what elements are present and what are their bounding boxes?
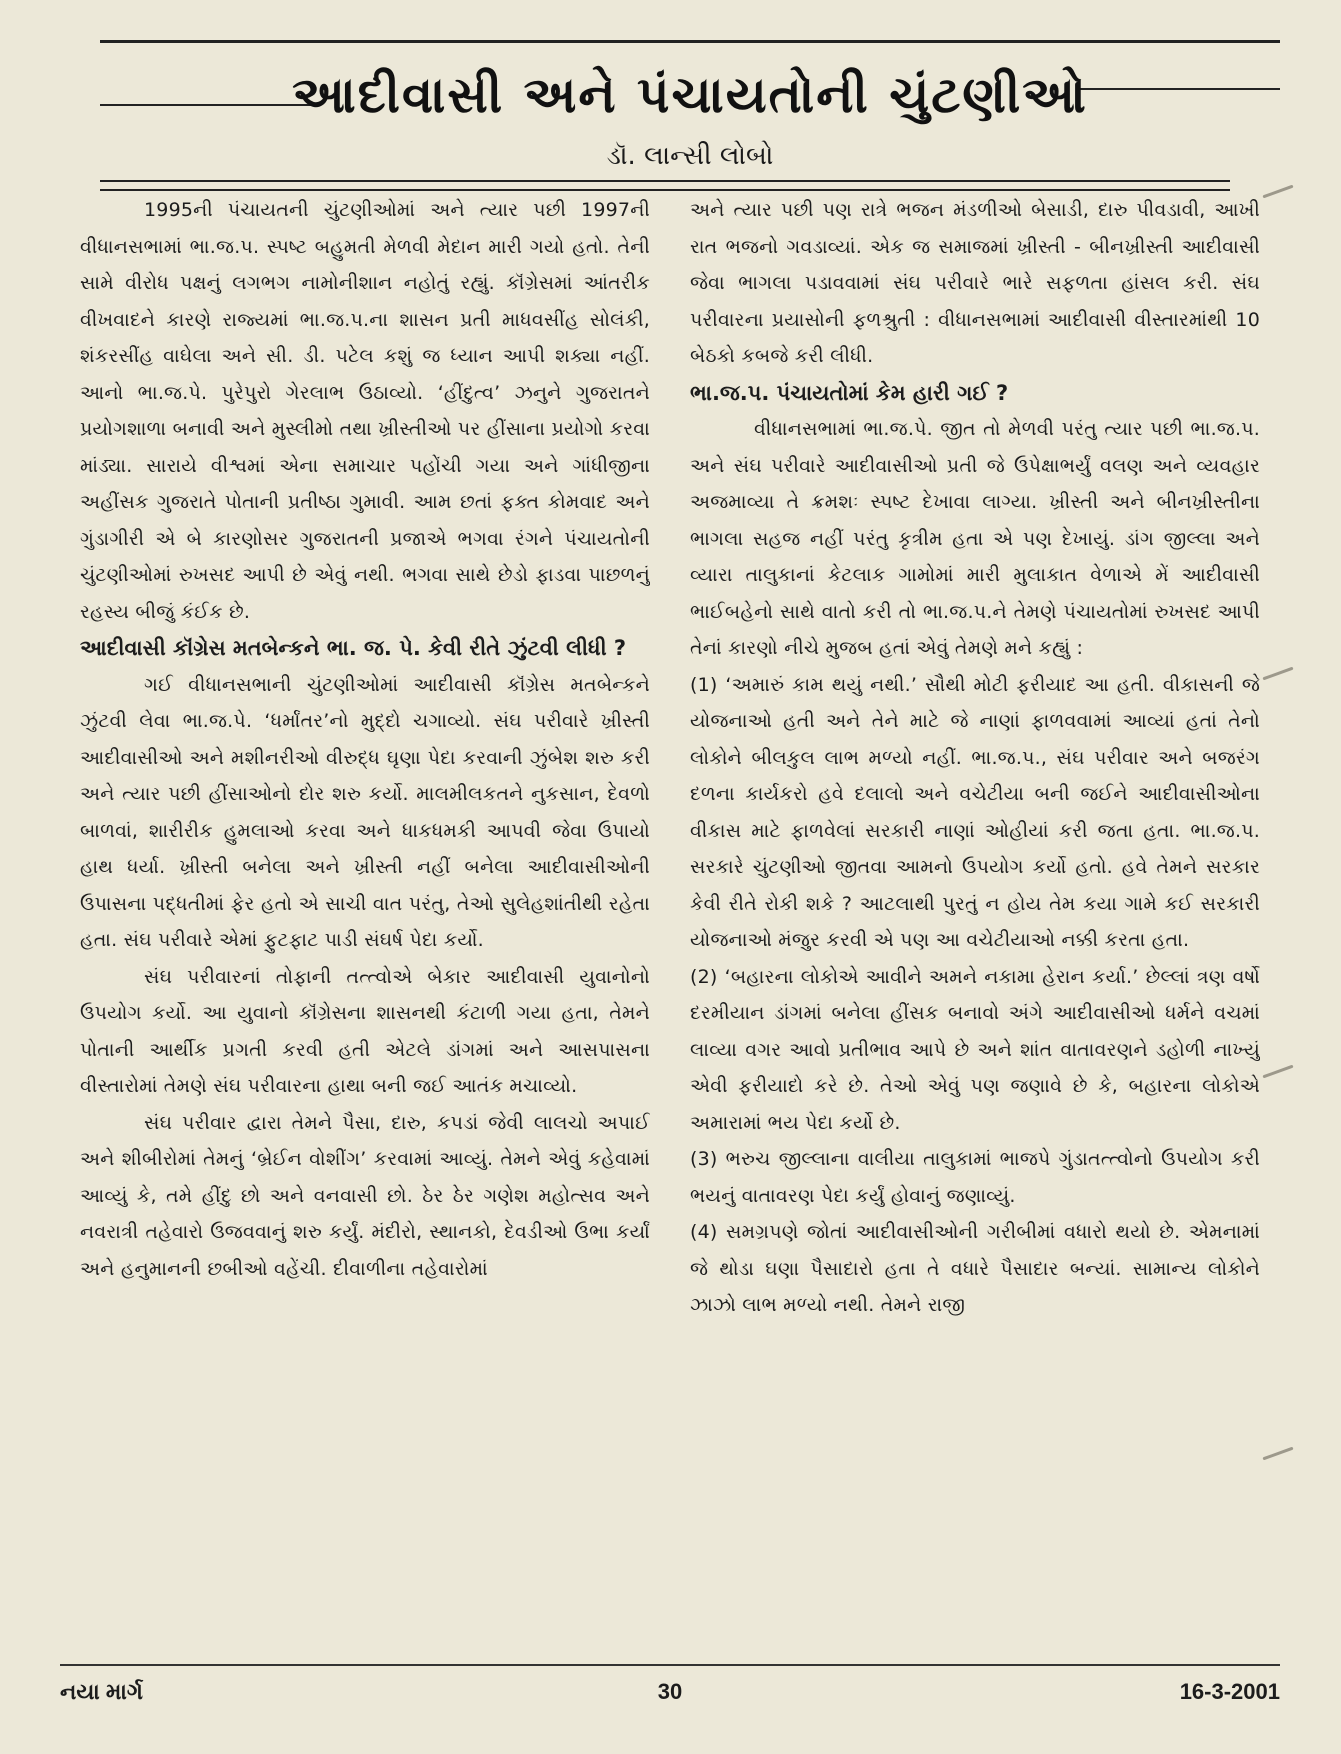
paragraph: અને ત્યાર પછી પણ રાત્રે ભજન મંડળીઓ બેસાડી, દારુ પીવડાવી, આખી રાત ભજનો ગવડાવ્યાં. એક જ સમાજમાં ખ્રીસ્તી - બીનખ્રીસ્તી આદીવાસી જેવા ભાગલા પડાવવામાં સંઘ પરીવારે ભારે સફળતા હાંસલ કરી. સંઘ પરીવારના પ્રયાસોની ફળશ્રુતી : વીધાનસભામાં આદીવાસી વીસ્તારમાંથી 10 બેઠકો કબજે કરી લીધી. xyxy=(690,199,1260,367)
paragraph: સંઘ પરીવાર દ્વારા તેમને પૈસા, દારુ, કપડાં જેવી લાલચો અપાઈ અને શીબીરોમાં તેમનું ‘બ્રેઈન વોશીંગ’ કરવામાં આવ્યું. તેમને એવું કહેવામાં આવ્યું કે, તમે હીંદુ છો અને વનવાસી છો. ઠેર ઠેર ગણેશ મહોત્સવ અને નવરાત્રી તહેવારો ઉજવવાનું શરુ કર્યું. મંદીરો, સ્થાનકો, દેવડીઓ ઉભા કર્યાં અને હનુમાનની છબીઓ વહેંચી. દીવાળીના તહેવારોમાં xyxy=(80,1111,650,1280)
right-column xyxy=(690,192,1260,1652)
top-rule xyxy=(100,40,1280,43)
paragraph: ગઈ વીધાનસભાની ચુંટણીઓમાં આદીવાસી કૉંગ્રેસ મતબેન્કને ઝુંટવી લેવા ભા.જ.પે. ‘ધર્માંતર’નો મુદ્દો ચગાવ્યો. સંઘ પરીવારે ખ્રીસ્તી આદીવાસીઓ અને મશીનરીઓ વીરુદ્ધ ઘૃણા પેદા કરવાની ઝુંબેશ શરુ કરી અને ત્યાર પછી હીંસાઓનો દોર શરુ કર્યો. માલમીલકતને નુકસાન, દેવળો બાળવાં, શારીરીક હુમલાઓ કરવા અને ધાકધમકી આપવી જેવા ઉપાયો હાથ ધર્યા. ખ્રીસ્તી બનેલા અને ખ્રીસ્તી નહીં બનેલા આદીવાસીઓની ઉપાસના પદ્ધતીમાં ફેર હતો એ સાચી વાત પરંતુ, તેઓ સુલેહશાંતીથી રહેતા હતા. સંઘ પરીવારે એમાં ફુટફાટ પાડી સંઘર્ષ પેદા કર્યો. xyxy=(80,673,650,951)
paragraph: (4) સમગ્રપણે જોતાં આદીવાસીઓની ગરીબીમાં વધારો થયો છે. એમનામાં જે થોડા ઘણા પૈસાદારો હતા તે વધારે પૈસાદાર બન્યાં. સામાન્ય લોકોને ઝાઝો લાભ મળ્યો નથી. તેમને રાજી xyxy=(690,1221,1260,1316)
paragraph: વીધાનસભામાં ભા.જ.પે. જીત તો મેળવી પરંતુ ત્યાર પછી ભા.જ.પ. અને સંઘ પરીવારે આદીવાસીઓ પ્રતી જે ઉપેક્ષાભર્યું વલણ અને વ્યવહાર અજમાવ્યા તે ક્રમશઃ સ્પષ્ટ દેખાવા લાગ્યા. ખ્રીસ્તી અને બીનખ્રીસ્તીના ભાગલા સહજ નહીં પરંતુ કૃત્રીમ હતા એ પણ દેખાયું. ડાંગ જીલ્લા અને વ્યારા તાલુકાનાં કેટલાક ગામોમાં મારી મુલાકાત વેળાએ મેં આદીવાસી ભાઈબહેનો સાથે વાતો કરી તો ભા.જ.પ.ને તેમણે પંચાયતોમાં રુખસદ આપી તેનાં કારણો નીચે મુજબ હતાં એવું તેમણે મને કહ્યું : xyxy=(690,418,1260,659)
author-double-rule xyxy=(100,180,1230,191)
footer-rule xyxy=(60,1664,1280,1666)
page-footer xyxy=(60,1672,1280,1712)
section-heading: ભા.જ.પ. પંચાયતોમાં કેમ હારી ગઈ ? xyxy=(690,380,1009,405)
publication-name: નયા માર્ગ xyxy=(60,1679,143,1704)
section-heading: આદીવાસી કૉંગ્રેસ મતબેન્કને ભા. જ. પે. કેવી રીતે ઝુંટવી લીધી ? xyxy=(80,636,627,660)
article-title: આદીવાસી અને પંચાયતોની ચુંટણીઓ xyxy=(292,66,1088,124)
paragraph: (3) ભરુચ જીલ્લાના વાલીયા તાલુકામાં ભાજપે ગુંડાતત્ત્વોનો ઉપયોગ કરી ભયનું વાતાવરણ પેદા કર્યું હોવાનું જણાવ્યું. xyxy=(690,1148,1260,1207)
title-band xyxy=(100,62,1280,132)
paragraph: સંઘ પરીવારનાં તોફાની તત્ત્વોએ બેકાર આદીવાસી યુવાનોનો ઉપયોગ કર્યો. આ યુવાનો કૉંગ્રેસના શાસનથી કંટાળી ગયા હતા, તેમને પોતાની આર્થીક પ્રગતી કરવી હતી એટલે ડાંગમાં અને આસપાસના વીસ્તારોમાં તેમણે સંઘ પરીવારના હાથા બની જઈ આતંક મચાવ્યો. xyxy=(80,965,650,1097)
paragraph: (2) ‘બહારના લોકોએ આવીને અમને નકામા હેરાન કર્યા.’ છેલ્લાં ત્રણ વર્ષો દરમીયાન ડાંગમાં બનેલા હીંસક બનાવો અંગે આદીવાસીઓ ધર્મને વચમાં લાવ્યા વગર આવો પ્રતીભાવ આપે છે અને શાંત વાતાવરણને ડહોળી નાખ્યું એવી ફરીયાદો કરે છે. તેઓ એવું પણ જણાવે છે કે, બહારના લોકોએ અમારામાં ભય પેદા કર્યો છે. xyxy=(690,965,1260,1134)
staple-mark xyxy=(1262,1065,1293,1079)
staple-mark xyxy=(1262,1447,1293,1461)
paragraph: (1) ‘અમારું કામ થયું નથી.’ સૌથી મોટી ફરીયાદ આ હતી. વીકાસની જે યોજનાઓ હતી અને તેને માટે જે નાણાં ફાળવવામાં આવ્યાં હતાં તેનો લોકોને બીલકુલ લાભ મળ્યો નહીં. ભા.જ.પ., સંઘ પરીવાર અને બજરંગ દળના કાર્યકરો હવે દલાલો અને વચેટીયા બની જઈને આદીવાસીઓના વીકાસ માટે ફાળવેલાં સરકારી નાણાં ઓહીયાં કરી જતા હતા. ભા.જ.પ. સરકારે ચુંટણીઓ જીતવા આમનો ઉપયોગ કર્યો હતો. હવે તેમને સરકાર કેવી રીતે રોકી શકે ? આટલાથી પુરતું ન હોય તેમ કયા ગામે કઈ સરકારી યોજનાઓ મંજુર કરવી એ પણ આ વચેટીયાઓ નક્કી કરતા હતા. xyxy=(690,673,1260,951)
issue-date: 16-3-2001 xyxy=(1179,1679,1280,1704)
article-body xyxy=(80,192,1260,1652)
page-number: 30 xyxy=(657,1679,683,1704)
staple-mark xyxy=(1262,667,1293,681)
left-column xyxy=(80,192,650,1652)
article-author: ડૉ. લાન્સી લોબો xyxy=(606,141,774,171)
paragraph: 1995ની પંચાયતની ચુંટણીઓમાં અને ત્યાર પછી 1997ની વીધાનસભામાં ભા.જ.પ. સ્પષ્ટ બહુમતી મેળવી મેદાન મારી ગયો હતો. તેની સામે વીરોધ પક્ષનું લગભગ નામોનીશાન નહોતું રહ્યું. કૉંગ્રેસમાં આંતરીક વીખવાદને કારણે રાજ્યમાં ભા.જ.પ.ના શાસન પ્રતી માધવસીંહ સોલંકી, શંકરસીંહ વાઘેલા અને સી. ડી. પટેલ કશું જ ધ્યાન આપી શક્યા નહીં. આનો ભા.જ.પે. પુરેપુરો ગેરલાભ ઉઠાવ્યો. ‘હીંદુત્વ’ ઝનુને ગુજરાતને પ્રયોગશાળા બનાવી અને મુસ્લીમો તથા ખ્રીસ્તીઓ પર હીંસાના પ્રયોગો કરવા માંડ્યા. સારાયે વીશ્વમાં એના સમાચાર પહોંચી ગયા અને ગાંધીજીના અહીંસક ગુજરાતે પોતાની પ્રતીષ્ઠા ગુમાવી. આમ છતાં ફક્ત કોમવાદ અને ગુંડાગીરી એ બે કારણોસર ગુજરાતની પ્રજાએ ભગવા રંગને પંચાયતોની ચુંટણીઓમાં રુખસદ આપી છે એવું નથી. ભગવા સાથે છેડો ફાડવા પાછળનું રહસ્ય બીજું કંઈક છે. xyxy=(80,199,650,623)
staple-mark xyxy=(1262,185,1293,199)
